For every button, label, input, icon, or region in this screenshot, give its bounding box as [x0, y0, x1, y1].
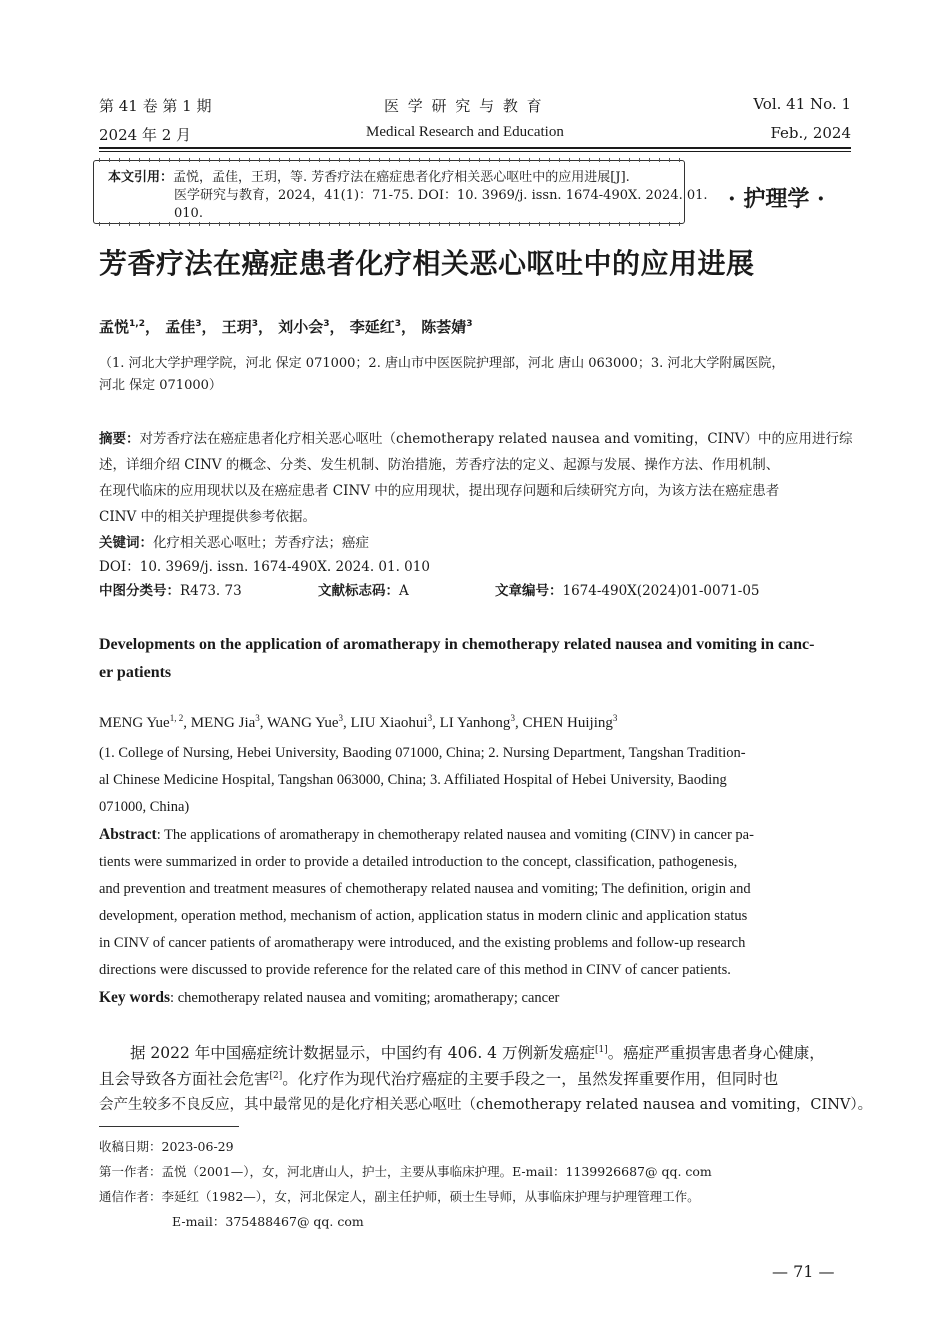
body-text: 据 2022 年中国癌症统计数据显示，中国约有 406. 4 万例新发癌症 — [130, 1044, 595, 1062]
header-rule-thin — [99, 151, 851, 152]
clc-label: 中图分类号： — [99, 583, 180, 599]
keywords-zh-label: 关键词： — [99, 535, 153, 551]
abstract-zh-line-2: 述，详细介绍 CINV 的概念、分类、发生机制、防治措施，芳香疗法的定义、起源与发展、操作方法、作用机制、 — [99, 457, 780, 473]
article-number-label: 文章编号： — [495, 583, 563, 599]
body-line-3: 会产生较多不良反应，其中最常见的是化疗相关恶心呕吐（chemotherapy related nausea and vomiting，CINV）。 — [99, 1097, 873, 1113]
abstract-en-line-4: development, operation method, mechanism of action, application status in modern clinic and application status — [99, 908, 748, 924]
title-en-line-2: er patients — [99, 664, 172, 681]
author-name-en: LIU Xiaohui — [350, 715, 428, 731]
footnote-corresponding-email: E-mail：375488467@ qq. com — [172, 1214, 364, 1229]
abstract-en-text: : The applications of aromatherapy in chemotherapy related nausea and vomiting (CINV) in cancer pa- — [156, 827, 754, 843]
author-name: 王玥 — [221, 318, 252, 336]
clc-value: R473. 73 — [180, 583, 242, 599]
keywords-zh-text: 化疗相关恶心呕吐；芳香疗法；癌症 — [153, 535, 369, 551]
author-affil-sup: 1, 2 — [169, 713, 184, 723]
volume-issue-zh: 第 41 卷 第 1 期 — [99, 97, 212, 115]
author-affil-sup: 3 — [338, 713, 344, 723]
footnote-received: 收稿日期：2023-06-29 — [99, 1139, 234, 1154]
authors-en: MENG Yue$^{1, 2}$, MENG Jia$^3$, WANG Yue$^3$, LIU Xiaohui$^3$, LI Yanhong$^3$, CHEN Huijing$^3$ — [99, 713, 618, 731]
body-line-1 — [99, 1040, 872, 1066]
abstract-en-line-1 — [99, 821, 754, 849]
footnote-rule — [99, 1126, 239, 1127]
author-affil-sup: 3 — [466, 319, 473, 329]
footnote-first-author: 第一作者：孟悦（2001—），女，河北唐山人，护士，主要从事临床护理。E-mail：1139926687@ qq. com — [99, 1164, 712, 1179]
clc-number — [99, 580, 242, 603]
author-affil-sup: 3 — [323, 319, 330, 329]
author-affil-sup: 3 — [612, 713, 618, 723]
doc-code-value: A — [399, 583, 409, 599]
affiliation-en — [99, 740, 746, 821]
author-name: 李延红 — [349, 318, 395, 336]
abstract-zh-line-3: 在现代临床的应用现状以及在癌症患者 CINV 中的应用现状，提出现存问题和后续研究方向，为该方法在癌症患者 — [99, 483, 780, 499]
citation-ref[interactable]: [2] — [269, 1070, 283, 1081]
citation-box — [93, 160, 708, 224]
abstract-en-label: Abstract — [99, 826, 157, 843]
author-name-en: LI Yanhong — [439, 715, 511, 731]
abstract-en-line-5: in CINV of cancer patients of aromatherapy were introduced, and the existing problems and follow-up research — [99, 935, 746, 951]
author-name-en: MENG Yue — [99, 715, 170, 731]
author-name-en: WANG Yue — [267, 715, 339, 731]
keywords-zh — [99, 532, 369, 555]
body-text: 。癌症严重损害患者身心健康， — [607, 1044, 825, 1062]
affiliation-en-line-3: 071000, China) — [99, 799, 190, 815]
keywords-en — [99, 984, 754, 1012]
article-number — [495, 580, 760, 603]
keywords-en-text: : chemotherapy related nausea and vomiting; aromatherapy; cancer — [170, 990, 560, 1006]
citation-line-2: 医学研究与教育，2024，41(1)：71-75. DOI：10. 3969/j. issn. 1674-490X. 2024. 01. — [174, 188, 708, 203]
abstract-en-line-3: and prevention and treatment measures of chemotherapy related nausea and vomiting; The definition, origin and — [99, 881, 751, 897]
abstract-en — [99, 821, 754, 1012]
header-rule-thick — [99, 147, 851, 149]
body-text: 且会导致各方面社会危害 — [99, 1070, 270, 1088]
section-tag: · 护理学 · — [728, 186, 825, 212]
abstract-zh-line-1 — [99, 428, 853, 451]
publication-date-en: Feb., 2024 — [770, 124, 851, 142]
author-affil-sup: 3 — [195, 319, 202, 329]
citation-ref[interactable]: [1] — [594, 1044, 608, 1055]
title-en — [99, 631, 814, 687]
body-line-2 — [99, 1066, 872, 1092]
page-number: — 71 — — [772, 1262, 835, 1281]
doc-code-label: 文献标志码： — [318, 583, 399, 599]
authors-zh: 孟悦$^{1,2}$， 孟佳$^3$， 王玥$^3$， 刘小会$^3$， 李延红$^3$， 陈荟婧$^3$ — [99, 318, 473, 336]
affiliation-en-line-2: al Chinese Medicine Hospital, Tangshan 063000, China; 3. Affiliated Hospital of Hebei University, Baoding — [99, 772, 727, 788]
abstract-zh-text: 对芳香疗法在癌症患者化疗相关恶心呕吐（chemotherapy related nausea and vomiting，CINV）中的应用进行综 — [139, 431, 853, 447]
abstract-zh-label: 摘要： — [99, 431, 140, 447]
author-name: 孟悦 — [99, 318, 130, 336]
citation-line-3: 010. — [174, 206, 203, 221]
body-paragraph — [99, 1040, 872, 1118]
author-name: 陈荟婧 — [421, 318, 467, 336]
author-name-en: CHEN Huijing — [522, 715, 613, 731]
journal-name-zh: 医 学 研 究 与 教 育 — [384, 97, 544, 115]
title-en-line-1: Developments on the application of aromatherapy in chemotherapy related nausea and vomiting in canc- — [99, 636, 815, 653]
abstract-en-line-6: directions were discussed to provide reference for the related care of this method in CINV of cancer patients. — [99, 962, 731, 978]
author-affil-sup: 3 — [255, 713, 260, 723]
article-number-value: 1674-490X(2024)01-0071-05 — [562, 583, 760, 599]
footnote-corresponding-author: 通信作者：李延红（1982—），女，河北保定人，副主任护师，硕士生导师，从事临床护理与护理管理工作。 — [99, 1189, 700, 1204]
affiliation-zh-line-1: （1. 河北大学护理学院，河北 保定 071000；2. 唐山市中医医院护理部，河北 唐山 063000；3. 河北大学附属医院， — [99, 356, 785, 371]
publication-date-zh: 2024 年 2 月 — [99, 126, 192, 144]
author-affil-sup: 3 — [251, 319, 258, 329]
document-code — [318, 580, 409, 603]
author-name-en: MENG Jia — [190, 715, 256, 731]
affiliation-zh-line-2: 河北 保定 071000） — [99, 378, 222, 393]
body-text: 。化疗作为现代治疗癌症的主要手段之一，虽然发挥重要作用，但同时也 — [282, 1070, 779, 1088]
abstract-zh-line-4: CINV 中的相关护理提供参考依据。 — [99, 509, 317, 525]
author-affil-sup: 3 — [394, 319, 402, 329]
author-name: 刘小会 — [278, 318, 324, 336]
author-affil-sup: 3 — [510, 713, 515, 723]
citation-line-1: 孟悦，孟佳，王玥，等. 芳香疗法在癌症患者化疗相关恶心呕吐中的应用进展[J]. — [173, 170, 630, 185]
abstract-en-line-2: tients were summarized in order to provide a detailed introduction to the concept, classification, pathogenesis, — [99, 854, 738, 870]
citation-label: 本文引用： — [108, 170, 174, 185]
volume-issue-en: Vol. 41 No. 1 — [753, 95, 851, 113]
doi: DOI：10. 3969/j. issn. 1674-490X. 2024. 01. 010 — [99, 559, 430, 575]
keywords-en-label: Key words — [99, 989, 171, 1006]
author-name: 孟佳 — [165, 318, 196, 336]
title-zh: 芳香疗法在癌症患者化疗相关恶心呕吐中的应用进展 — [99, 247, 755, 280]
journal-name-en: Medical Research and Education — [366, 124, 564, 140]
affiliation-en-line-1: (1. College of Nursing, Hebei University, Baoding 071000, China; 2. Nursing Department, Tangshan Tradition- — [99, 745, 746, 761]
author-affil-sup: 3 — [427, 713, 433, 723]
author-affil-sup: 1,2 — [129, 319, 145, 329]
